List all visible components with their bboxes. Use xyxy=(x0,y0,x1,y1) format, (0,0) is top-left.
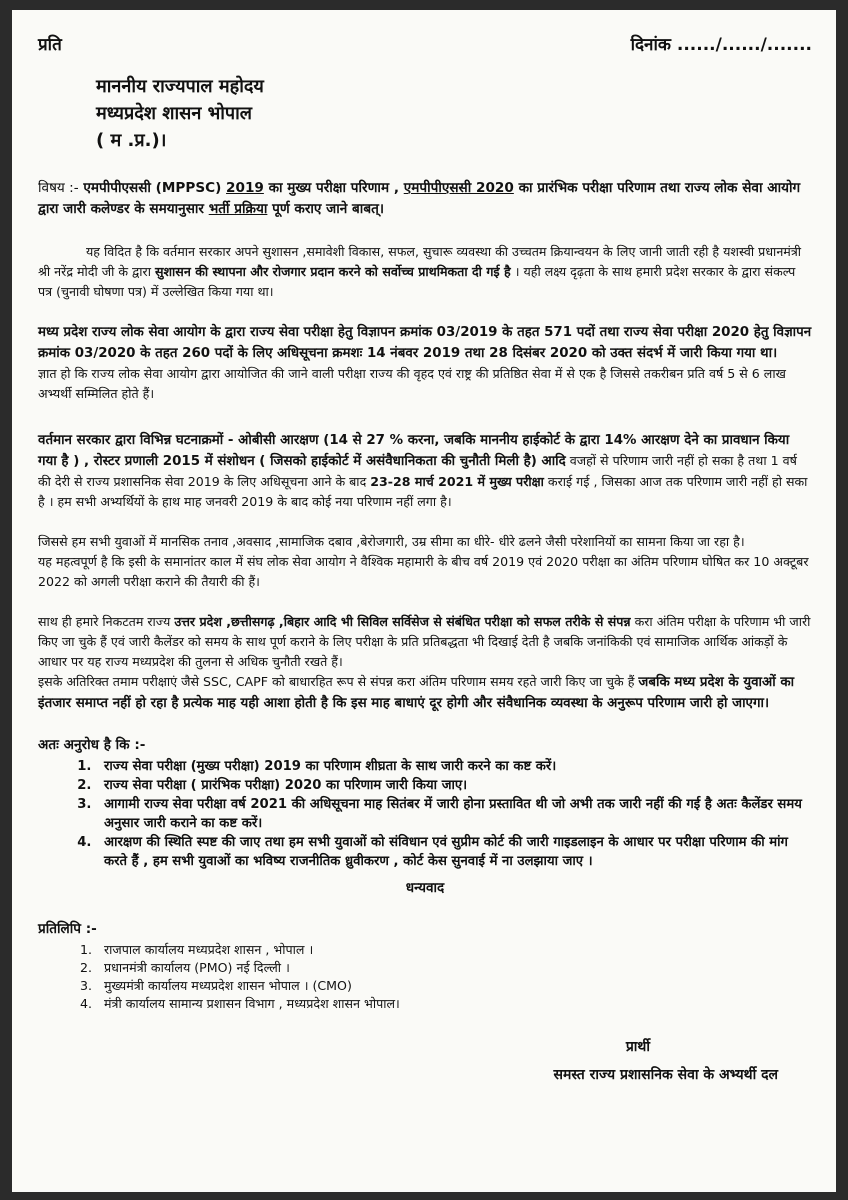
paragraph-stress: जिससे हम सभी युवाओं में मानसिक तनाव ,अवसाद ,सामाजिक दबाव ,बेरोजगारी, उम्र सीमा का धीरे- धीरे ढलने जैसी परेशानियों का सामना किया जा रहा है। xyxy=(38,534,745,549)
paragraph-text: साथ ही हमारे निकटतम राज्य xyxy=(38,614,175,629)
list-item: 4. मंत्री कार्यालय सामान्य प्रशासन विभाग , मध्यप्रदेश शासन भोपाल। xyxy=(96,995,812,1013)
address-line-1: माननीय राज्यपाल महोदय xyxy=(96,76,264,97)
paragraph-other-states xyxy=(38,612,812,672)
paragraph-governance xyxy=(38,242,812,302)
paragraph-text: उत्तर प्रदेश ,छत्तीसगढ़ ,बिहार आदि भी सिविल सर्विसेज से संबंधित परीक्षा को सफल तरीके से संपन्न xyxy=(174,614,631,629)
paragraph-delay xyxy=(38,430,812,512)
copy-list xyxy=(38,941,812,1013)
paragraph-text: जबकि मध्य प्रदेश के युवाओं का इंतजार समाप्त नहीं हो रहा है प्रत्येक माह यही आशा होती है कि इस माह बाधाएं दूर होगी और संवैधानिक व्यवस्था के अनुरूप परिणाम जारी हो जाएगा। xyxy=(38,675,795,711)
list-item: 2. प्रधानमंत्री कार्यालय (PMO) नई दिल्ली । xyxy=(96,959,812,977)
thanks-text: धन्यवाद xyxy=(405,880,445,896)
paragraph-text: वजहों से परिणाम जारी नहीं हो सका है तथा 1 वर्ष की देरी से राज्य प्रशासनिक सेवा 2019 के लिए अधिसूचना आने के बाद xyxy=(38,453,797,489)
request-list xyxy=(38,757,812,871)
paragraph-waiting xyxy=(38,672,812,714)
subject-text: का मुख्य परीक्षा परिणाम , xyxy=(263,180,404,196)
paragraph-notification: मध्य प्रदेश राज्य लोक सेवा आयोग के द्वारा राज्य सेवा परीक्षा हेतु विज्ञापन क्रमांक 03/2019 के तहत 571 पदों तथा राज्य सेवा परीक्षा 2020 हेतु विज्ञापन क्रमांक 03/2020 के तहत 260 पदों के लिए अधिसूचना क्रमशः 14 नंबवर 2019 तथा 28 दिसंबर 2020 को उक्त संदर्भ में जारी किया गया था। xyxy=(38,325,812,361)
paragraph-text: करा अंतिम परीक्षा के परिणाम भी जारी किए जा चुके हैं एवं जारी कैलेंडर को समय के साथ पूर्ण कराने के लिए परीक्षा के प्रति प्रतिबद्धता भी दिखाई देती है जबकि जनांकिकी एवं सामाजिक आर्थिक आंकड़ों के आधार पर यह राज्य मध्यप्रदेश की तुलना से अधिक चुनौती रखते हैं। xyxy=(38,614,811,669)
list-item: 1. राजपाल कार्यालय मध्यप्रदेश शासन , भोपाल । xyxy=(96,941,812,959)
signature-name: समस्त राज्य प्रशासनिक सेवा के अभ्यर्थी दल xyxy=(553,1067,778,1083)
request-heading: अतः अनुरोध है कि :- xyxy=(38,737,146,753)
signature-block xyxy=(38,1033,812,1089)
paragraph-text: । यही लक्ष्य दृढ़ता के साथ हमारी प्रदेश सरकार के द्वारा संकल्प पत्र (चुनावी घोषणा पत्र) में उल्लेखित किया गया था। xyxy=(38,264,796,299)
paragraph-text: 23-28 मार्च 2021 में मुख्य परीक्षा xyxy=(370,474,544,489)
address-line-3: ( म .प्र.)। xyxy=(96,130,167,151)
paragraph-text: वर्तमान सरकार द्वारा विभिन्न घटनाक्रमों - ओबीसी आरक्षण (14 से 27 % करना, जबकि माननीय हाईकोर्ट के द्वारा 14% आरक्षण देने का प्रावधान किया गया है ) , रोस्टर प्रणाली 2015 में संशोधन ( जिसको हाईकोर्ट में असंवैधानिकता की चुनौती मिली है) आदि xyxy=(38,433,790,469)
letter-page xyxy=(12,10,836,1192)
date-field: दिनांक ....../....../....... xyxy=(630,35,812,55)
paragraph-text: सुशासन की स्थापना और रोजगार प्रदान करने को सर्वोच्च प्राथमिकता दी गई है xyxy=(154,264,511,279)
subject-text: का प्रारंभिक परीक्षा परिणाम तथा राज्य लोक सेवा आयोग द्वारा जारी कलेण्डर के समयानुसार xyxy=(38,180,801,217)
list-item: 3. आगामी राज्य सेवा परीक्षा वर्ष 2021 की अधिसूचना माह सितंबर में जारी होना प्रस्तावित थी जो अभी तक जारी नहीं की गई है अतः कैलेंडर समय अनुसार जारी कराने का कष्ट करें। xyxy=(96,795,812,833)
list-item: 2. राज्य सेवा परीक्षा ( प्रारंभिक परीक्षा) 2020 का परिणाम जारी किया जाए। xyxy=(96,776,812,795)
recipient-label: प्रति xyxy=(38,35,62,55)
subject-text: भर्ती प्रक्रिया xyxy=(208,201,268,217)
paragraph-text: यह विदित है कि वर्तमान सरकार अपने सुशासन ,समावेशी विकास, सफल, सुचारू व्यवस्था की उच्चतम क्रियान्वयन के लिए जानी जाती रही है यशस्वी प्रधानमंत्री श्री नरेंद्र मोदी जी के द्वारा xyxy=(38,244,802,279)
paragraph-text: कराई गई , जिसका आज तक परिणाम जारी नहीं हो सका है । हम सभी अभ्यर्थियों के हाथ माह जनवरी 2019 के बाद कोई नया परिणाम नहीं लगा है। xyxy=(38,474,808,509)
subject-text: 2019 xyxy=(226,180,264,196)
list-item: 1. राज्य सेवा परीक्षा (मुख्य परीक्षा) 2019 का परिणाम शीघ्रता के साथ जारी करने का कष्ट करें। xyxy=(96,757,812,776)
subject-text: पूर्ण कराए जाने बाबत्। xyxy=(267,201,384,217)
signature-label: प्रार्थी xyxy=(625,1039,650,1055)
list-item: 3. मुख्यमंत्री कार्यालय मध्यप्रदेश शासन भोपाल । (CMO) xyxy=(96,977,812,995)
subject-label: विषय :- xyxy=(38,180,79,196)
paragraph-candidates: ज्ञात हो कि राज्य लोक सेवा आयोग द्वारा आयोजित की जाने वाली परीक्षा राज्य की वृहद एवं राष्ट्र की प्रतिष्ठित सेवा में से एक है जिससे तकरीबन प्रति वर्ष 5 से 6 लाख अभ्यर्थी सम्मिलित होते हैं। xyxy=(38,366,786,401)
list-item: 4. आरक्षण की स्थिति स्पष्ट की जाए तथा हम सभी युवाओं को संविधान एवं सुप्रीम कोर्ट की जारी गाइडलाइन के आधार पर परीक्षा परिणाम की मांग करते हैं , हम सभी युवाओं का भविष्य राजनीतिक ध्रुवीकरण , कोर्ट केस सुनवाई में ना उलझाया जाए । xyxy=(96,833,812,871)
recipient-address xyxy=(96,73,812,154)
subject-text: एमपीपीएससी 2020 xyxy=(403,180,514,196)
paragraph-text: इसके अतिरिक्त तमाम परीक्षाएं जैसे SSC, CAPF को बाधारहित रूप से संपन्न करा अंतिम परिणाम समय रहते जारी किए जा चुके हैं xyxy=(38,674,639,689)
subject-line xyxy=(38,178,812,220)
subject-text: एमपीपीएससी (MPPSC) xyxy=(78,180,227,196)
copy-heading: प्रतिलिपि :- xyxy=(38,921,97,937)
letter-header xyxy=(38,32,812,55)
paragraph-upsc: यह महत्वपूर्ण है कि इसी के समानांतर काल में संघ लोक सेवा आयोग ने वैश्विक महामारी के बीच वर्ष 2019 एवं 2020 परीक्षा का अंतिम परिणाम घोषित कर 10 अक्टूबर 2022 को अगली परीक्षा कराने की तैयारी की हैं। xyxy=(38,554,809,589)
address-line-2: मध्यप्रदेश शासन भोपाल xyxy=(96,103,253,124)
